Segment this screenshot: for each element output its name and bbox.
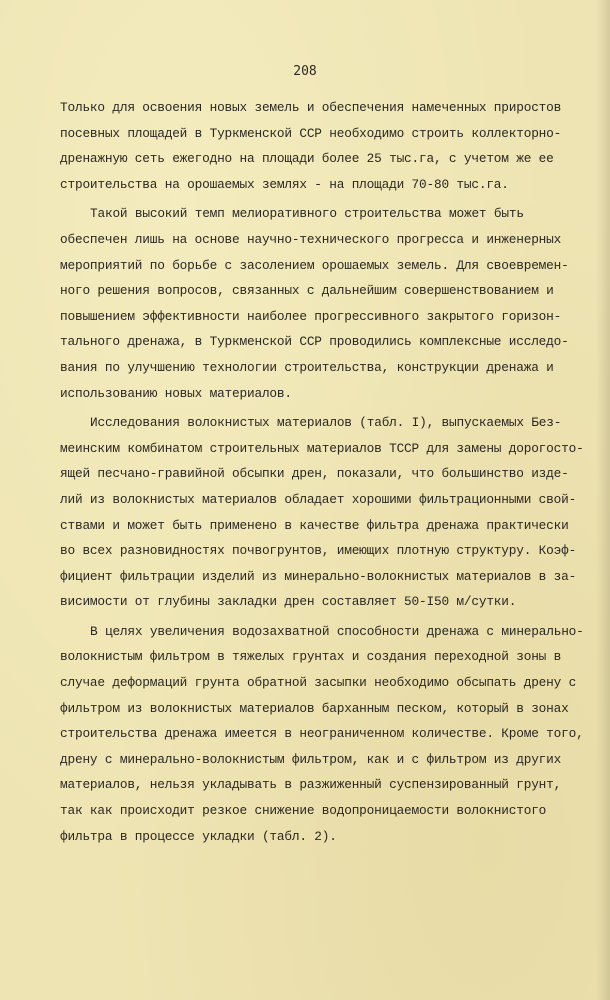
text-line: строительства на орошаемых землях - на площади 70-80 тыс.га.	[60, 176, 509, 192]
text-line: дрену с минерально-волокнистым фильтром, как и с фильтром из других	[60, 751, 562, 767]
text-line: Исследования волокнистых материалов (табл. I), выпускаемых Без-	[90, 415, 562, 431]
text-line: Только для освоения новых земель и обеспечения намеченных приростов	[60, 100, 562, 115]
text-line: материалов, нельзя укладывать в разжиженный суспензированный грунт,	[60, 777, 562, 793]
paragraph	[60, 95, 600, 197]
paragraph	[60, 201, 600, 406]
text-line: так как происходит резкое снижение водопроницаемости волокнистого	[60, 803, 547, 819]
text-line: фильтра в процессе укладки (табл. 2).	[60, 828, 337, 844]
text-line: фициент фильтрации изделий из минерально-волокнистых материалов в за-	[60, 568, 577, 584]
text-line: висимости от глубины закладки дрен составляет 50-I50 м/сутки.	[60, 594, 517, 610]
text-line: обеспечен лишь на основе научно-технического прогресса и инженерных	[60, 231, 562, 247]
text-line: посевных площадей в Туркменской ССР необходимо строить коллекторно-	[60, 125, 562, 141]
text-line: Такой высокий темп мелиоративного строительства может быть	[90, 206, 524, 222]
text-line: волокнистым фильтром в тяжелых грунтах и создания переходной зоны в	[60, 649, 562, 665]
text-line: дренажную сеть ежегодно на площади более 25 тыс.га, с учетом же ее	[60, 151, 554, 167]
text-line: В целях увеличения водозахватной способности дренажа с минерально-	[90, 623, 584, 639]
text-line: лий из волокнистых материалов обладает хорошими фильтрационными свой-	[60, 491, 577, 507]
text-line: тального дренажа, в Туркменской ССР проводились комплексные исследо-	[60, 334, 569, 350]
text-line: вания по улучшению технологии строительства, конструкции дренажа и	[60, 359, 554, 375]
text-line: ствами и может быть применено в качестве фильтра дренажа практически	[60, 517, 569, 533]
text-line: мероприятий по борьбе с засолением орошаемых земель. Для своевремен-	[60, 257, 569, 273]
text-line: использованию новых материалов.	[60, 385, 292, 401]
text-line: случае деформаций грунта обратной засыпки необходимо обсыпать дрену с	[60, 675, 577, 691]
paragraph	[60, 619, 600, 849]
page-number: 208	[293, 64, 317, 79]
text-line: меинским комбинатом строительных материалов ТССР для замены дорогосто-	[60, 440, 584, 456]
text-line: фильтром из волокнистых материалов барханным песком, который в зонах	[60, 700, 569, 716]
text-line: повышением эффективности наиболее прогрессивного закрытого горизон-	[60, 308, 562, 324]
body-text	[60, 95, 600, 849]
text-line: ящей песчано-гравийной обсыпки дрен, показали, что большинство изде-	[60, 466, 569, 482]
text-line: во всех разновидностях почвогрунтов, имеющих плотную структуру. Коэф-	[60, 543, 577, 559]
text-line: ного решения вопросов, связанных с дальнейшим совершенствованием и	[60, 283, 554, 299]
paragraph	[60, 410, 600, 615]
text-line: строительства дренажа имеется в неограниченном количестве. Кроме того,	[60, 726, 584, 742]
